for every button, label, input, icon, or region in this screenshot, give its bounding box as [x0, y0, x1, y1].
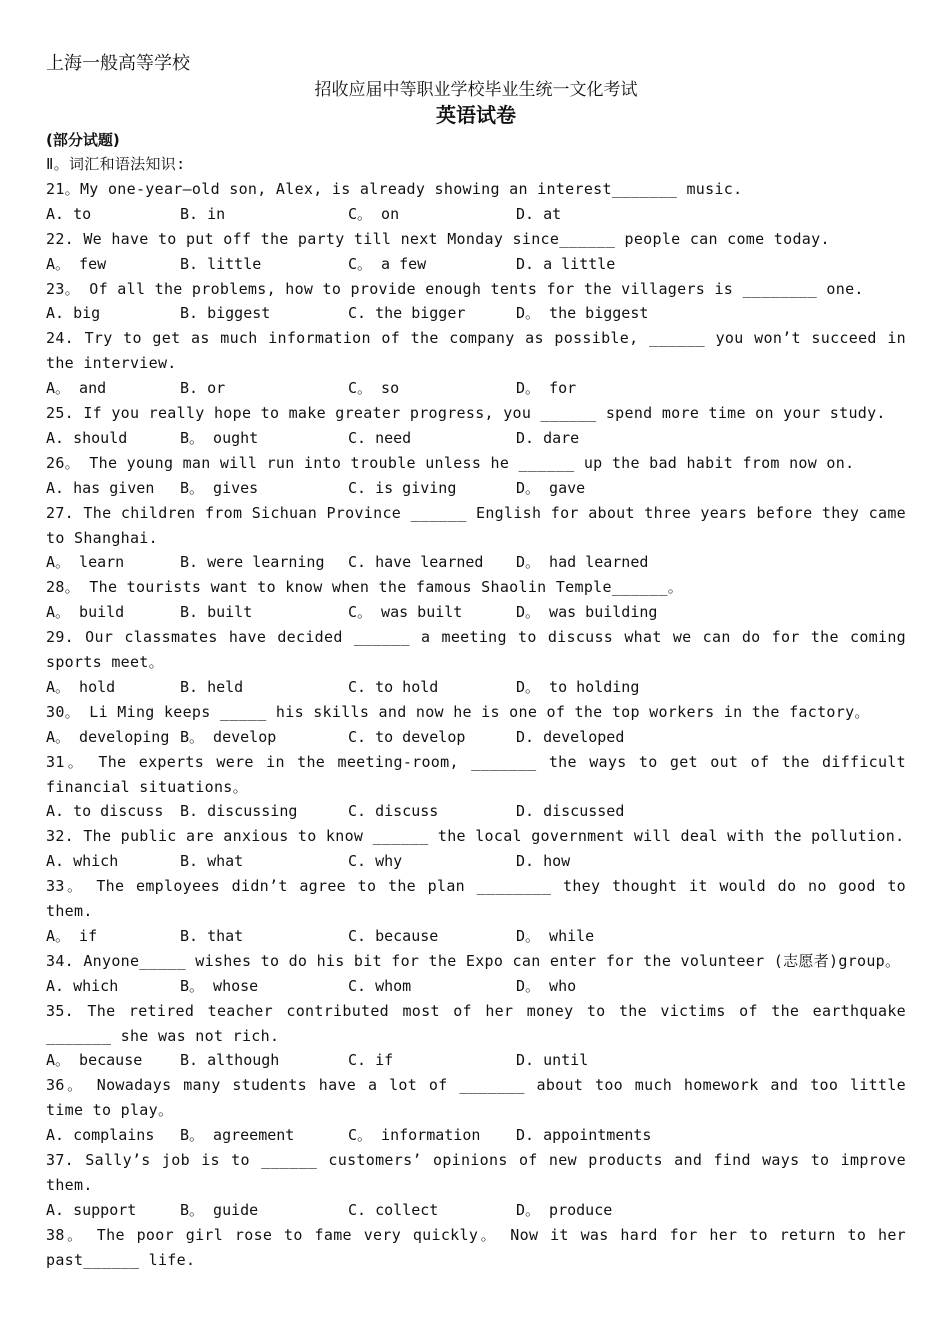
- question-item: [46, 999, 906, 1074]
- option-c: C. collect: [348, 1200, 439, 1219]
- option-d: D. at: [516, 204, 562, 223]
- option-d: D. dare: [516, 428, 580, 447]
- option-d: D。 produce: [516, 1200, 613, 1219]
- options-row: [46, 550, 906, 575]
- option-a: A. which: [46, 852, 119, 871]
- options-row: [46, 675, 906, 700]
- option-b: B. discussing: [180, 802, 298, 821]
- option-c: C. to develop: [348, 727, 466, 746]
- exam-page: [46, 50, 906, 1273]
- options-row: [46, 1123, 906, 1148]
- options-row: [46, 1198, 906, 1223]
- exam-title: 英语试卷: [436, 103, 516, 127]
- option-a: A。 learn: [46, 553, 125, 572]
- question-item: [46, 401, 906, 451]
- exam-subtitle: 招收应届中等职业学校毕业生统一文化考试: [314, 80, 638, 100]
- option-a: A. which: [46, 976, 119, 995]
- options-row: [46, 301, 906, 326]
- option-a: A。 few: [46, 254, 107, 273]
- question-text: 34. Anyone_____ wishes to do his bit for the Expo can enter for the volunteer (志愿者)group。: [46, 951, 901, 970]
- question-text: 24. Try to get as much information of the company as possible, ______ you won’t succeed in the interview.: [46, 329, 906, 373]
- option-c: C. is giving: [348, 478, 457, 497]
- option-c: C. to hold: [348, 677, 439, 696]
- option-a: A. to: [46, 204, 92, 223]
- option-c: C. whom: [348, 976, 412, 995]
- question-text: 38。 The poor girl rose to fame very quickly。 Now it was hard for her to return to her past______ life.: [46, 1225, 906, 1269]
- options-row: [46, 600, 906, 625]
- options-row: [46, 799, 906, 824]
- question-item: [46, 1148, 906, 1223]
- question-text: 22. We have to put off the party till next Monday since______ people can come today.: [46, 229, 830, 248]
- question-item: [46, 227, 906, 277]
- option-c: C。 so: [348, 379, 400, 398]
- question-item: [46, 575, 906, 625]
- option-a: A。 developing: [46, 727, 170, 746]
- question-item: [46, 451, 906, 501]
- option-c: C. the bigger: [348, 304, 466, 323]
- option-a: A。 hold: [46, 677, 116, 696]
- question-text: 31。 The experts were in the meeting-room, _______ the ways to get out of the difficult financial situations。: [46, 752, 906, 796]
- options-row: [46, 1048, 906, 1073]
- option-b: B。 gives: [180, 478, 259, 497]
- section-heading: Ⅱ。词汇和语法知识:: [46, 155, 186, 173]
- option-d: D。 gave: [516, 478, 586, 497]
- question-text: 23。 Of all the problems, how to provide enough tents for the villagers is ________ one.: [46, 279, 864, 298]
- option-a: A. complains: [46, 1126, 155, 1145]
- option-d: D。 the biggest: [516, 304, 649, 323]
- question-item: [46, 326, 906, 401]
- question-text: 26。 The young man will run into trouble unless he ______ up the bad habit from now on.: [46, 453, 855, 472]
- options-row: [46, 476, 906, 501]
- options-row: [46, 974, 906, 999]
- option-b: B. that: [180, 926, 244, 945]
- question-text: 27. The children from Sichuan Province ______ English for about three years before they came to Shanghai.: [46, 503, 906, 547]
- option-d: D。 while: [516, 926, 595, 945]
- option-d: D。 for: [516, 379, 577, 398]
- option-a: A。 if: [46, 926, 98, 945]
- option-a: A. has given: [46, 478, 155, 497]
- options-row: [46, 426, 906, 451]
- option-d: D。 to holding: [516, 677, 640, 696]
- option-d: D。 had learned: [516, 553, 649, 572]
- option-c: C。 information: [348, 1126, 481, 1145]
- option-a: A。 because: [46, 1051, 143, 1070]
- option-d: D. appointments: [516, 1126, 652, 1145]
- option-c: C. why: [348, 852, 403, 871]
- question-item: [46, 949, 906, 999]
- question-item: [46, 1073, 906, 1148]
- options-row: [46, 924, 906, 949]
- option-b: B. held: [180, 677, 244, 696]
- option-b: B. built: [180, 603, 253, 622]
- option-c: C. if: [348, 1051, 394, 1070]
- option-b: B。 whose: [180, 976, 259, 995]
- partial-note: (部分试题): [46, 131, 120, 149]
- school-name: 上海一般高等学校: [46, 53, 190, 74]
- option-b: B。 agreement: [180, 1126, 295, 1145]
- question-text: 37. Sally’s job is to ______ customers’ opinions of new products and find ways to improve them.: [46, 1151, 906, 1194]
- option-d: D. a little: [516, 254, 616, 273]
- option-b: B. what: [180, 852, 244, 871]
- option-a: A. support: [46, 1200, 137, 1219]
- option-b: B. little: [180, 254, 262, 273]
- option-c: C. have learned: [348, 553, 484, 572]
- options-row: [46, 252, 906, 277]
- option-d: D. until: [516, 1051, 589, 1070]
- question-list: [46, 177, 906, 1273]
- question-text: 25. If you really hope to make greater progress, you ______ spend more time on your study.: [46, 404, 886, 422]
- option-d: D。 was building: [516, 603, 658, 622]
- question-text: 28。 The tourists want to know when the famous Shaolin Temple______。: [46, 578, 684, 597]
- question-item: [46, 277, 906, 327]
- option-c: C. discuss: [348, 802, 439, 821]
- option-b: B。 ought: [180, 428, 259, 447]
- question-text: 21。My one-year—old son, Alex, is already showing an interest_______ music.: [46, 179, 743, 198]
- question-item: [46, 1223, 906, 1273]
- option-a: A。 build: [46, 603, 125, 622]
- question-text: 35. The retired teacher contributed most of her money to the victims of the earthquake _______ she was not rich.: [46, 1001, 906, 1045]
- option-a: A. big: [46, 304, 101, 323]
- option-b: B. in: [180, 204, 226, 223]
- question-text: 29. Our classmates have decided ______ a meeting to discuss what we can do for the coming sports meet。: [46, 628, 906, 671]
- option-b: B. were learning: [180, 553, 325, 572]
- option-b: B。 develop: [180, 727, 277, 746]
- options-row: [46, 849, 906, 874]
- question-text: 30。 Li Ming keeps _____ his skills and now he is one of the top workers in the factory。: [46, 702, 870, 721]
- option-c: C。 on: [348, 204, 400, 223]
- option-a: A. to discuss: [46, 802, 164, 821]
- option-d: D. discussed: [516, 802, 625, 821]
- question-item: [46, 700, 906, 750]
- option-c: C。 was built: [348, 603, 463, 622]
- option-c: C. need: [348, 428, 412, 447]
- question-item: [46, 625, 906, 700]
- option-b: B。 guide: [180, 1200, 259, 1219]
- question-item: [46, 501, 906, 576]
- question-text: 36。 Nowadays many students have a lot of _______ about too much homework and too little time to play。: [46, 1076, 906, 1120]
- option-b: B. or: [180, 379, 226, 398]
- question-item: [46, 824, 906, 874]
- question-item: [46, 177, 906, 227]
- option-a: A。 and: [46, 379, 107, 398]
- question-item: [46, 874, 906, 949]
- option-c: C. because: [348, 926, 439, 945]
- question-text: 33。 The employees didn’t agree to the plan ________ they thought it would do no good to them.: [46, 877, 906, 920]
- question-text: 32. The public are anxious to know ______ the local government will deal with the pollution.: [46, 827, 905, 846]
- option-a: A. should: [46, 428, 128, 447]
- option-c: C。 a few: [348, 254, 427, 273]
- option-b: B. biggest: [180, 304, 271, 323]
- question-item: [46, 750, 906, 825]
- option-d: D. developed: [516, 727, 625, 746]
- options-row: [46, 202, 906, 227]
- options-row: [46, 376, 906, 401]
- options-row: [46, 725, 906, 750]
- option-d: D. how: [516, 852, 571, 871]
- option-d: D。 who: [516, 976, 577, 995]
- option-b: B. although: [180, 1051, 280, 1070]
